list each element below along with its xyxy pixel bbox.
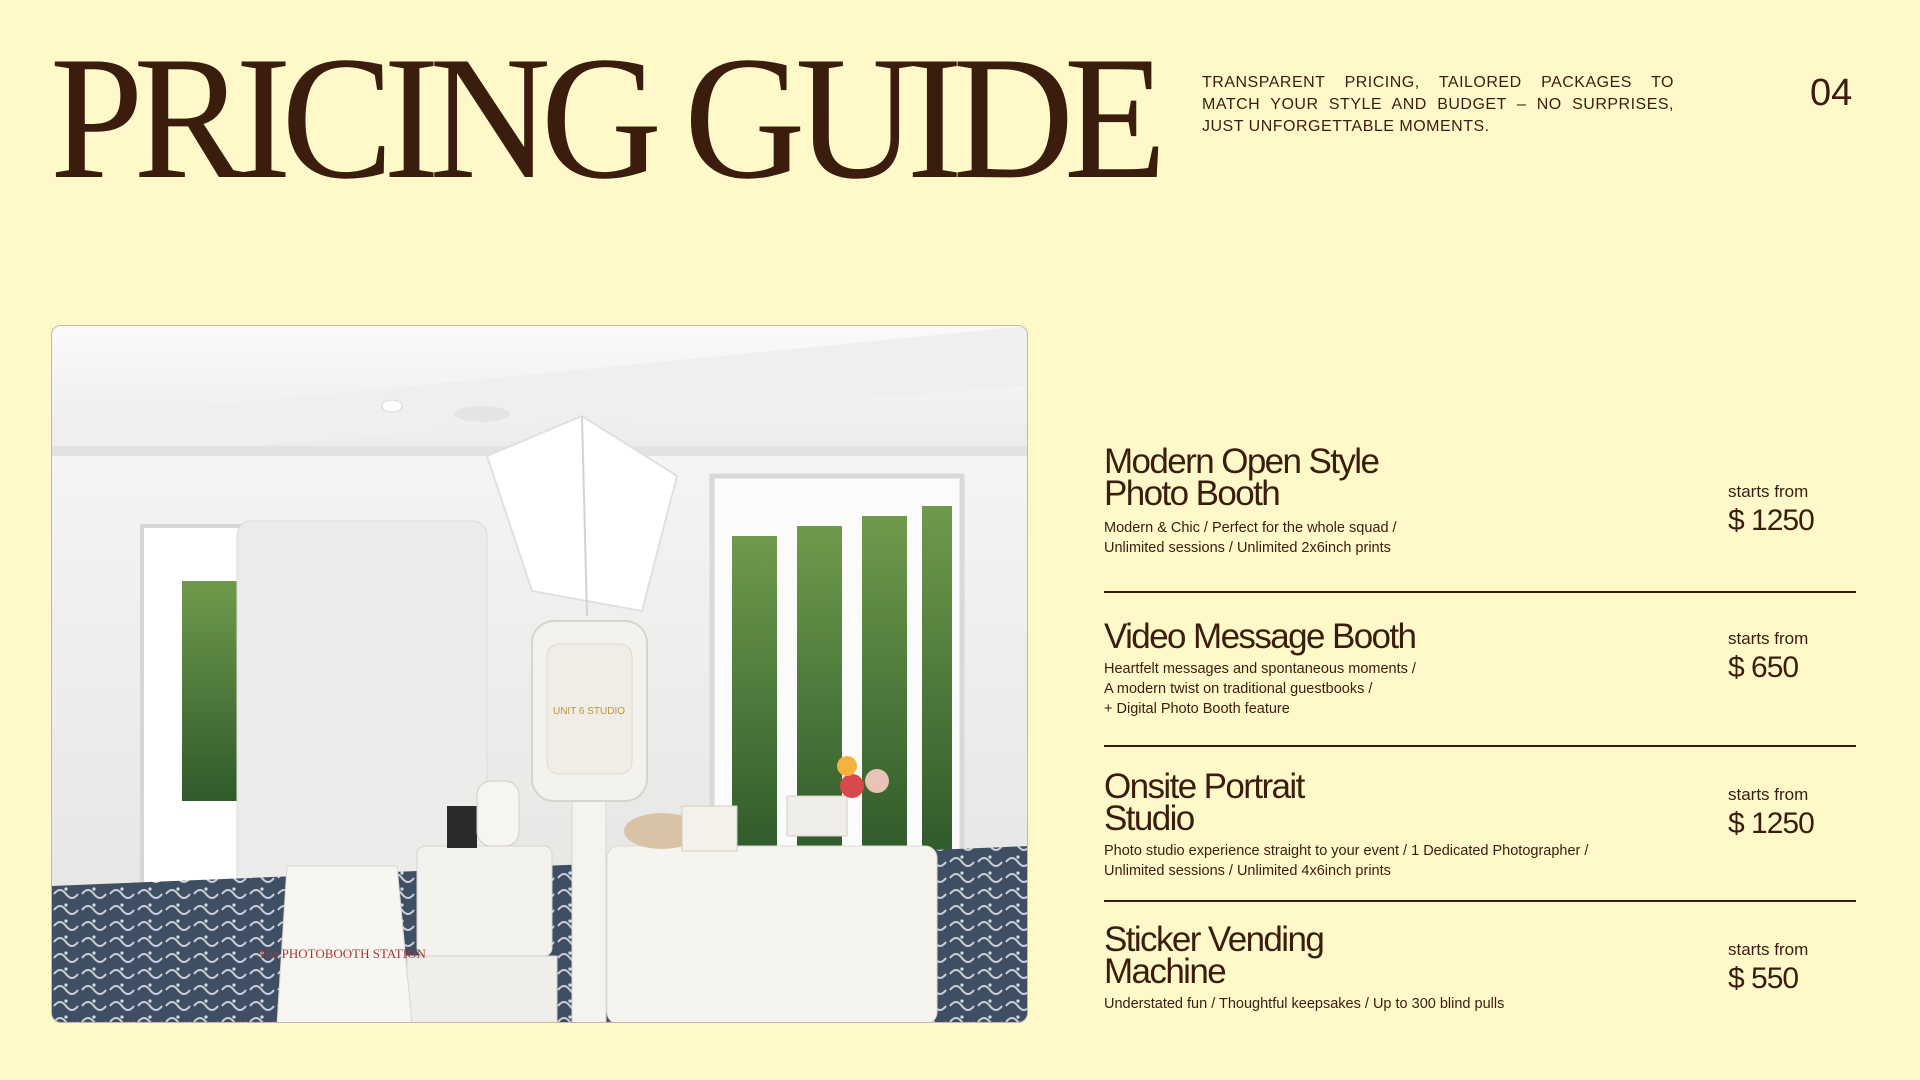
package-modern-open-style: [1104, 442, 1856, 558]
package-sticker-vending: [1104, 920, 1856, 1014]
starts-from-label: starts from: [1728, 940, 1809, 959]
package-description: Understated fun / Thoughtful keepsakes / Up to 300 blind pulls: [1104, 996, 1505, 1012]
starts-from-label: starts from: [1728, 629, 1809, 648]
package-name: Modern Open Style Photo Booth: [1104, 442, 1379, 513]
package-description: Modern & Chic / Perfect for the whole squad / Unlimited sessions / Unlimited 2x6inch prints: [1104, 520, 1397, 556]
package-name: Onsite Portrait Studio: [1104, 767, 1304, 838]
package-name: Sticker Vending Machine: [1104, 920, 1324, 991]
sign-text: The PHOTOBOOTH STATION: [258, 946, 426, 961]
package-description: Photo studio experience straight to your event / 1 Dedicated Photographer / Unlimited sessions / Unlimited 4x6inch prints: [1104, 843, 1589, 879]
page-title: PRICING GUIDE: [50, 20, 1157, 216]
price-amount: $ 650: [1728, 651, 1799, 684]
tagline: TRANSPARENT PRICING, TAILORED PACKAGES TO MATCH YOUR STYLE AND BUDGET – NO SURPRISES, JUST UNFORGETTABLE MOMENTS.: [1202, 74, 1674, 135]
package-price: [1728, 785, 1856, 841]
divider: [1104, 745, 1856, 747]
package-price: [1728, 629, 1856, 685]
package-name: Video Message Booth: [1104, 617, 1416, 656]
divider: [1104, 591, 1856, 593]
page-number: 04: [1810, 72, 1853, 114]
price-amount: $ 550: [1728, 962, 1799, 995]
package-description: Heartfelt messages and spontaneous moments / A modern twist on traditional guestbooks / + Digital Photo Booth feature: [1104, 661, 1416, 717]
package-onsite-portrait: [1104, 767, 1856, 881]
booth-brand: UNIT 6 STUDIO: [552, 706, 626, 717]
divider: [1104, 900, 1856, 902]
package-price: [1728, 482, 1856, 538]
starts-from-label: starts from: [1728, 785, 1809, 804]
photo-booth-image: [51, 325, 1028, 1023]
package-video-message: [1104, 617, 1856, 719]
price-amount: $ 1250: [1728, 504, 1814, 537]
starts-from-label: starts from: [1728, 482, 1809, 501]
price-amount: $ 1250: [1728, 807, 1814, 840]
package-price: [1728, 940, 1856, 996]
